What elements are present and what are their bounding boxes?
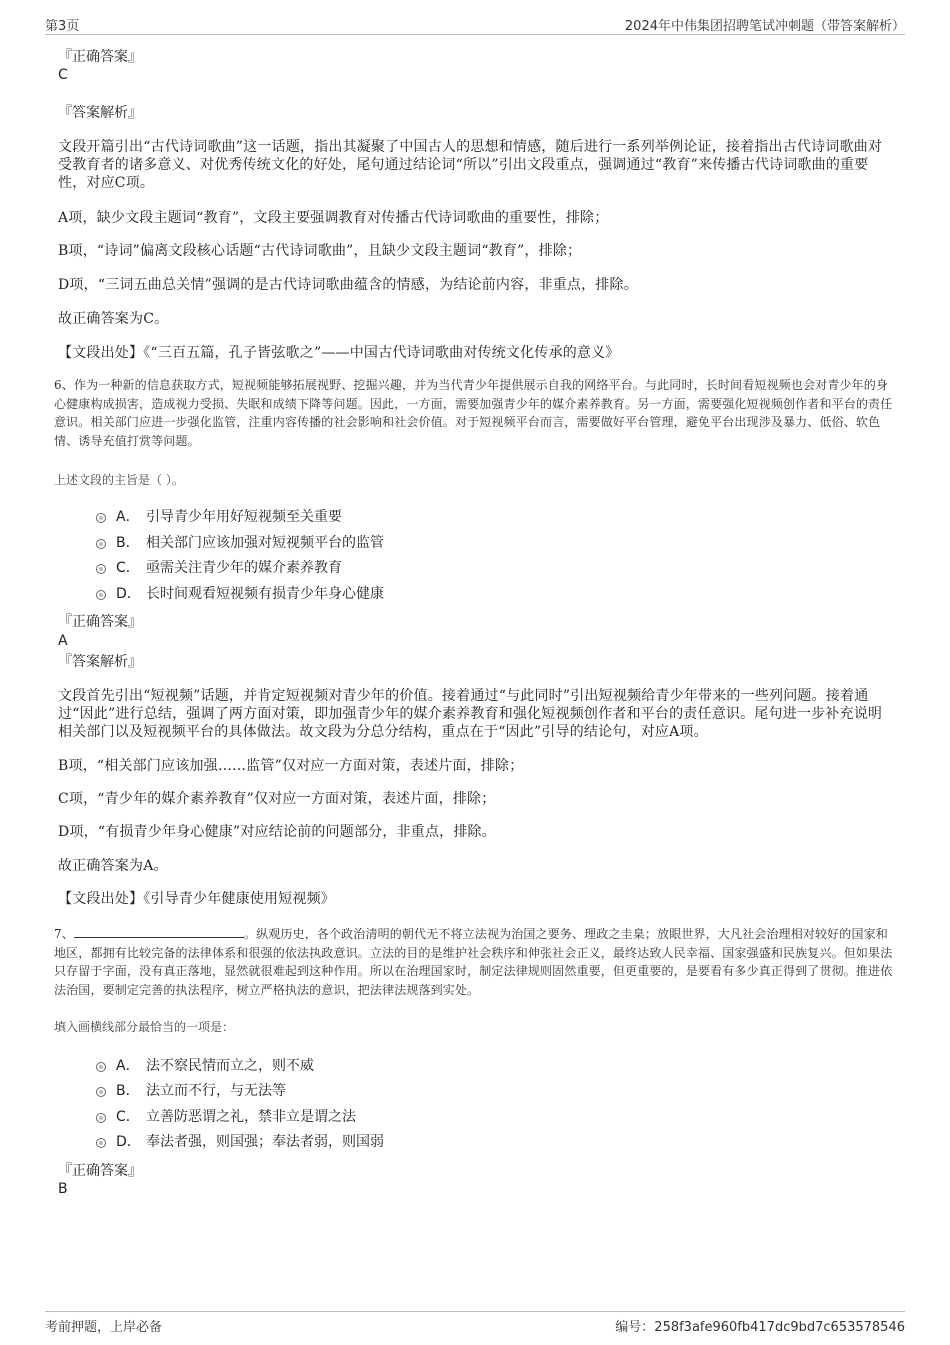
radio-icon[interactable]	[96, 539, 106, 549]
footer-slogan: 考前押题，上岸必备	[45, 1320, 163, 1335]
q5-analysis-b: B项，“诗词”偏离文段核心话题“古代诗词歌曲”，且缺少文段主题词“教育”，排除；	[58, 243, 582, 259]
page-number: 第3页	[45, 19, 80, 34]
radio-icon[interactable]	[96, 590, 106, 600]
q6-analysis-paragraph: 文段首先引出“短视频”话题，并肯定短视频对青少年的价值。接着通过“与此同时”引出短视频给青少年带来的一些列问题。接着通过“因此”进行总结，强调了两方面对策，即加强青少年的媒介素养教育和强化短视频创作者和平台的责任意识。尾句进一步补充说明相关部门以及短视频平台的具体做法。故文段为分总分结构，重点在于“因此”引导的结论句，对应A项。	[58, 688, 883, 740]
document-title: 2024年中伟集团招聘笔试冲刺题（带答案解析）	[624, 19, 905, 34]
q7-number: 7、	[54, 927, 74, 941]
q6-analysis-c: C项，“青少年的媒介素养教育”仅对应一方面对策，表述片面，排除；	[58, 791, 496, 807]
page-header	[45, 12, 905, 35]
q5-conclusion: 故正确答案为C。	[58, 311, 169, 327]
q7-answer: B	[58, 1181, 68, 1197]
q5-source: 【文段出处】《“三百五篇，孔子皆弦歌之”——中国古代诗词歌曲对传统文化传承的意义》	[58, 345, 620, 361]
q7-answer-label: 『正确答案』	[58, 1163, 142, 1179]
q7-question-text: 。纵观历史，各个政治清明的朝代无不将立法视为治国之要务、理政之圭臬；放眼世界，大凡社会治理相对较好的国家和地区，都拥有比较完备的法律体系和很强的依法执政意识。立法的目的是维护社会秩序和伸张社会正义，最终达致人民幸福、国家强盛和民族复兴。但如果法只存留于字面，没有真正落地，显然就很难起到这种作用。所以在治理国家时，制定法律规则固然重要，但更重要的，是要看有多少真正得到了贯彻。推进依法治国，要制定完善的执法程序，树立严格执法的意识，把法律法规落到实处。	[54, 927, 893, 997]
radio-icon[interactable]	[96, 1087, 106, 1097]
q6-analysis-label: 『答案解析』	[58, 654, 142, 670]
q6-stem: 上述文段的主旨是（ ）。	[54, 473, 184, 487]
q5-analysis-a: A项，缺少文段主题词“教育”，文段主要强调教育对传播古代诗词歌曲的重要性，排除；	[58, 210, 609, 226]
q5-answer: C	[58, 67, 68, 83]
radio-icon[interactable]	[96, 564, 106, 574]
q7-question	[54, 925, 894, 999]
q5-answer-label: 『正确答案』	[58, 49, 142, 65]
q6-answer: A	[58, 633, 68, 649]
q6-analysis-d: D项，“有损青少年身心健康”对应结论前的问题部分，非重点，排除。	[58, 824, 496, 840]
q6-conclusion: 故正确答案为A。	[58, 858, 168, 874]
radio-icon[interactable]	[96, 1062, 106, 1072]
radio-icon[interactable]	[96, 513, 106, 523]
q5-analysis-d: D项，“三词五曲总关情”强调的是古代诗词歌曲蕴含的情感，为结论前内容，非重点，排除。	[58, 277, 638, 293]
document-id: 编号：258f3afe960fb417dc9bd7c653578546	[615, 1320, 905, 1335]
q6-analysis-b: B项，“相关部门应该加强……监管”仅对应一方面对策，表述片面，排除；	[58, 758, 524, 774]
q5-analysis-label: 『答案解析』	[58, 105, 142, 121]
radio-icon[interactable]	[96, 1113, 106, 1123]
page-footer	[45, 1311, 905, 1337]
q6-answer-label: 『正确答案』	[58, 614, 142, 630]
q7-stem: 填入画横线部分最恰当的一项是：	[54, 1020, 235, 1034]
answer-blank	[74, 925, 244, 938]
q6-question: 6、作为一种新的信息获取方式，短视频能够拓展视野、挖掘兴趣，并为当代青少年提供展示自我的网络平台。与此同时，长时间看短视频也会对青少年的身心健康构成损害，造成视力受损、失眠和成绩下降等问题。因此，一方面，需要加强青少年的媒介素养教育。另一方面，需要强化短视频创作者和平台的责任意识。相关部门应进一步强化监管，注重内容传播的社会影响和社会价值。对于短视频平台而言，需要做好平台管理，避免平台出现涉及暴力、低俗、软色情、诱导充值打赏等问题。	[54, 378, 893, 448]
q6-source: 【文段出处】《引导青少年健康使用短视频》	[58, 891, 335, 907]
radio-icon[interactable]	[96, 1138, 106, 1148]
q5-analysis-paragraph: 文段开篇引出“古代诗词歌曲”这一话题，指出其凝聚了中国古人的思想和情感，随后进行一系列举例论证，接着指出古代诗词歌曲对受教育者的诸多意义、对优秀传统文化的好处，尾句通过结论词“所以”引出文段重点，强调通过“教育”来传播古代诗词歌曲的重要性，对应C项。	[58, 139, 883, 191]
